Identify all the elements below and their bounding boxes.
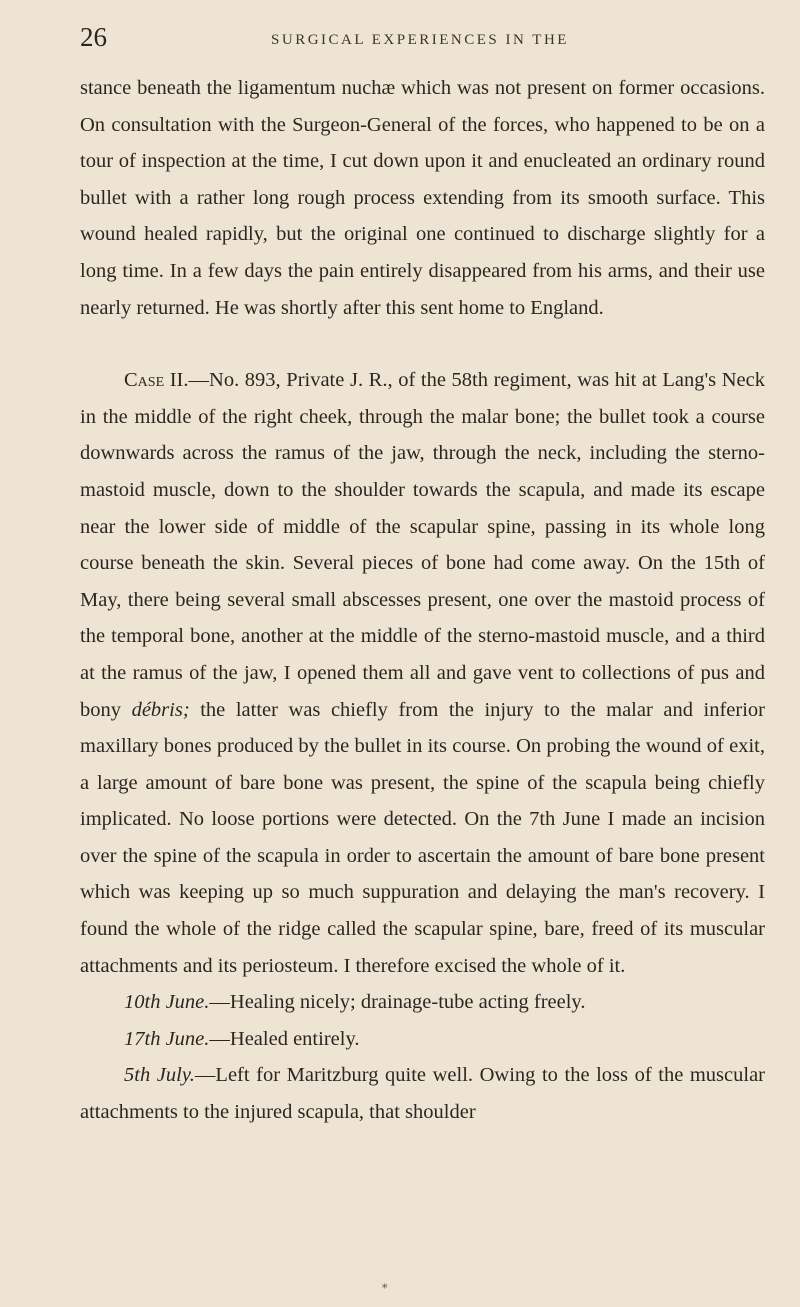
- entry-text: —Left for Maritzburg quite well. Owing to the loss of the muscular attachments to the injured scapula, that shoulder: [80, 1064, 766, 1124]
- entry-date: 10th June.: [124, 991, 210, 1014]
- body-text: [80, 70, 765, 1131]
- paragraph-continued: stance beneath the ligamentum nuchæ which was not present on former occasions. On consultation with the Surgeon-General of the forces, who happened to be on a tour of inspection at the time, I cut down upon it and enucleated an ordinary round bullet with a rather long rough process extending from its smooth surface. This wound healed rapidly, but the original one continued to discharge slightly for a long time. In a few days the pain entirely disappeared from his arms, and their use nearly returned. He was shortly after this sent home to England.: [80, 77, 765, 319]
- entry-june-10: [80, 984, 765, 1021]
- case-2-text-part-2: the latter was chiefly from the injury to the malar and inferior maxillary bones produced by the bullet in its course. On probing the wound of exit, a large amount of bare bone was present, the spine of the scapula being chiefly implicated. No loose portions were detected. On the 7th June I made an incision over the spine of the scapula in order to ascertain the amount of bare bone present which was keeping up so much suppuration and delaying the man's recovery. I found the whole of the ridge called the scapular spine, bare, freed of its muscular attachments and its periosteum. I therefore excised the whole of it.: [80, 698, 766, 977]
- italic-term: débris;: [131, 698, 190, 721]
- case-2-text-part-1: —No. 893, Private J. R., of the 58th regiment, was hit at Lang's Neck in the middle of the right cheek, through the malar bone; the bullet took a course downwards across the ramus of the jaw, through the neck, including the sterno-mastoid muscle, down to the shoulder towards the scapula, and made its escape near the lower side of middle of the scapular spine, passing in its whole long course beneath the skin. Several pieces of bone had come away. On the 15th of May, there being several small abscesses present, one over the mastoid process of the temporal bone, another at the middle of the sterno-mastoid muscle, and a third at the ramus of the jaw, I opened them all and gave vent to collections of pus and bony: [80, 369, 765, 721]
- entry-text: —Healing nicely; drainage-tube acting freely.: [209, 991, 586, 1014]
- entry-july-5: [80, 1057, 765, 1130]
- page-number: 26: [80, 22, 107, 52]
- case-heading: Case II.: [124, 369, 189, 392]
- entry-date: 17th June.: [124, 1027, 210, 1050]
- paragraph-gap: [80, 326, 765, 362]
- signature-mark: ⁎: [382, 1278, 388, 1291]
- entry-june-17: [80, 1021, 765, 1058]
- case-2-paragraph: [80, 362, 765, 984]
- entry-text: —Healed entirely.: [209, 1027, 360, 1050]
- running-title: SURGICAL EXPERIENCES IN THE: [271, 32, 569, 48]
- running-head: [80, 22, 760, 62]
- entry-date: 5th July.: [124, 1064, 195, 1087]
